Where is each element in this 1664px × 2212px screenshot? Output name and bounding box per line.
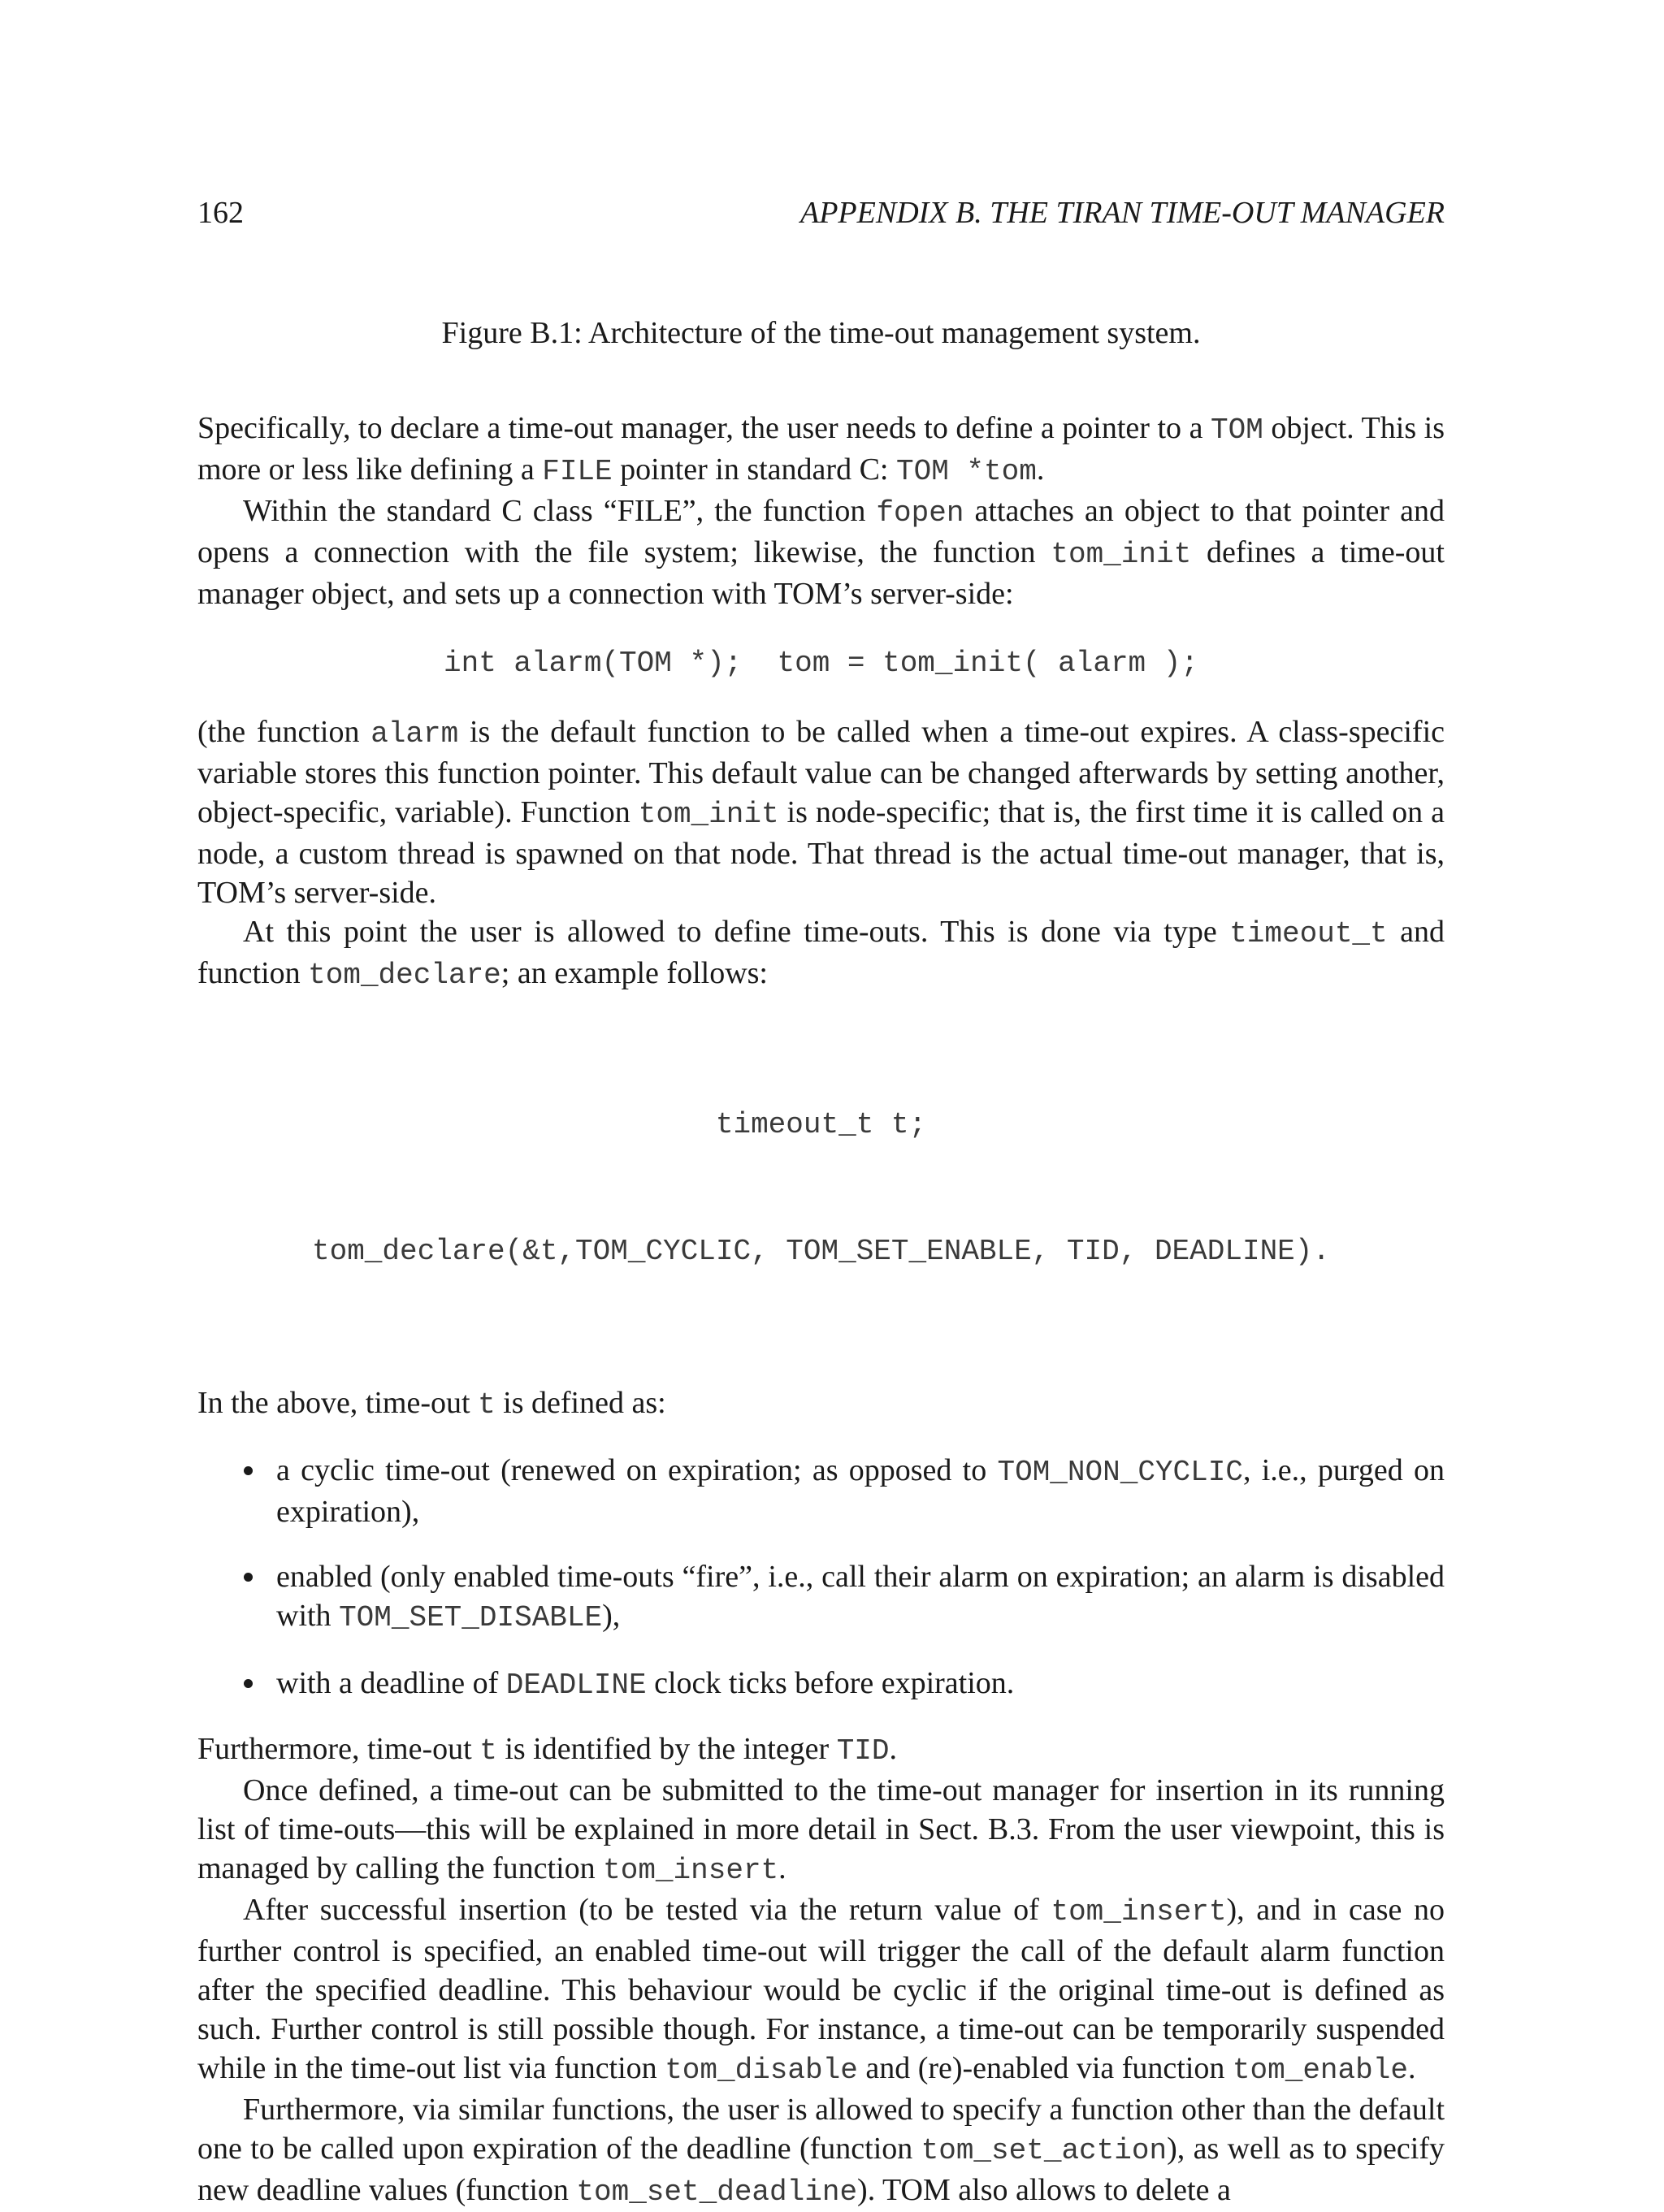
running-title: APPENDIX B. THE TIRAN TIME-OUT MANAGER [800,196,1445,230]
paragraph-file-class: Within the standard C class “FILE”, the function fopen attaches an object to that pointer and opens a connection with the file system; likewise, the function tom_init defines a time-out manager object, and sets up a connection with TOM’s server-side: [197,494,1445,611]
code-inline: tom_insert [1051,1895,1227,1928]
code-block-tom-init: int alarm(TOM *); tom = tom_init( alarm ); [444,647,1198,680]
code-inline: TOM *tom [895,455,1037,488]
list-item: with a deadline of DEADLINE clock ticks before expiration. [197,1664,1445,1705]
running-header [197,195,1445,244]
code-inline: TOM_SET_DISABLE [339,1601,603,1634]
code-line: timeout_t t; [715,1108,927,1141]
code-block-tom-declare [197,1019,1445,1357]
code-inline: TOM_NON_CYCLIC [997,1456,1243,1489]
code-inline: tom_init [638,798,779,831]
paragraph-define-timeouts: At this point the user is allowed to define time-outs. This is done via type timeout_t and function tom_declare; an example follows: [197,915,1445,992]
bullet-icon [244,1466,253,1475]
code-inline: timeout_t [1229,917,1388,950]
code-inline: tom_insert [603,1854,779,1887]
code-inline: tom_init [1051,538,1192,571]
code-inline: alarm [370,717,459,751]
page-number: 162 [197,196,244,230]
figure-caption: Figure B.1: Architecture of the time-out management system. [441,316,1201,350]
code-inline: tom_declare [308,959,501,992]
bullet-icon [244,1573,253,1582]
paragraph-tid: Furthermore, time-out t is identified by the integer TID. [197,1732,898,1768]
paragraph-insertion: Once defined, a time-out can be submitted to the time-out manager for insertion in its running list of time-outs—this will be explained in more detail in Sect. B.3. From the user viewpoint, this is managed by calling the function tom_insert. [197,1773,1445,1887]
code-inline: tom_disable [665,2054,858,2087]
code-inline: t [479,1734,497,1768]
code-inline: tom_enable [1232,2054,1408,2087]
code-inline: tom_set_action [921,2134,1168,2167]
bullet-list [197,1451,1445,1705]
code-inline: DEADLINE [505,1669,647,1702]
paragraph-declare-manager: Specifically, to declare a time-out manager, the user needs to define a pointer to a TOM object. This is more or less like defining a FILE pointer in standard C: TOM *tom. [197,411,1445,488]
paragraph-alarm-function: (the function alarm is the default function to be called when a time-out expires. A class-specific variable stores this function pointer. This default value can be changed afterwards by setting another, object-specific, variable). Function tom_init is node-specific; that is, the first time it is called on a node, a custom thread is spawned on that node. That thread is the actual time-out manager, that is, TOM’s server-side. [197,715,1445,910]
list-item: a cyclic time-out (renewed on expiration; as opposed to TOM_NON_CYCLIC, i.e., purged on expiration), [197,1451,1445,1531]
list-item: enabled (only enabled time-outs “fire”, i.e., call their alarm on expiration; an alarm is disabled with TOM_SET_DISABLE), [197,1557,1445,1638]
code-inline: t [478,1388,496,1422]
code-inline: tom_set_deadline [576,2175,858,2209]
code-inline: TOM [1210,413,1263,447]
code-line: tom_declare(&t,TOM_CYCLIC, TOM_SET_ENABLE, TID, DEADLINE). [311,1235,1330,1268]
code-inline: FILE [542,455,613,488]
paragraph-after-insertion: After successful insertion (to be tested via the return value of tom_insert), and in case no further control is specified, an enabled time-out will trigger the call of the default alarm function after the specified deadline. This behaviour would be cyclic if the original time-out is defined as such. Further control is still possible though. For instance, a time-out can be temporarily suspended while in the time-out list via function tom_disable and (re)-enabled via function tom_enable. [197,1893,1445,2087]
paragraph-timeout-defined: In the above, time-out t is defined as: [197,1386,666,1422]
code-inline: TID [836,1734,890,1768]
code-inline: fopen [876,496,964,530]
paragraph-similar-functions: Furthermore, via similar functions, the user is allowed to specify a function other than the default one to be called upon expiration of the deadline (function tom_set_action), as well as to specify new deadline values (function tom_set_deadline). TOM also allows to delete a [197,2093,1445,2209]
body-text [197,409,1445,2212]
bullet-icon [244,1679,253,1688]
